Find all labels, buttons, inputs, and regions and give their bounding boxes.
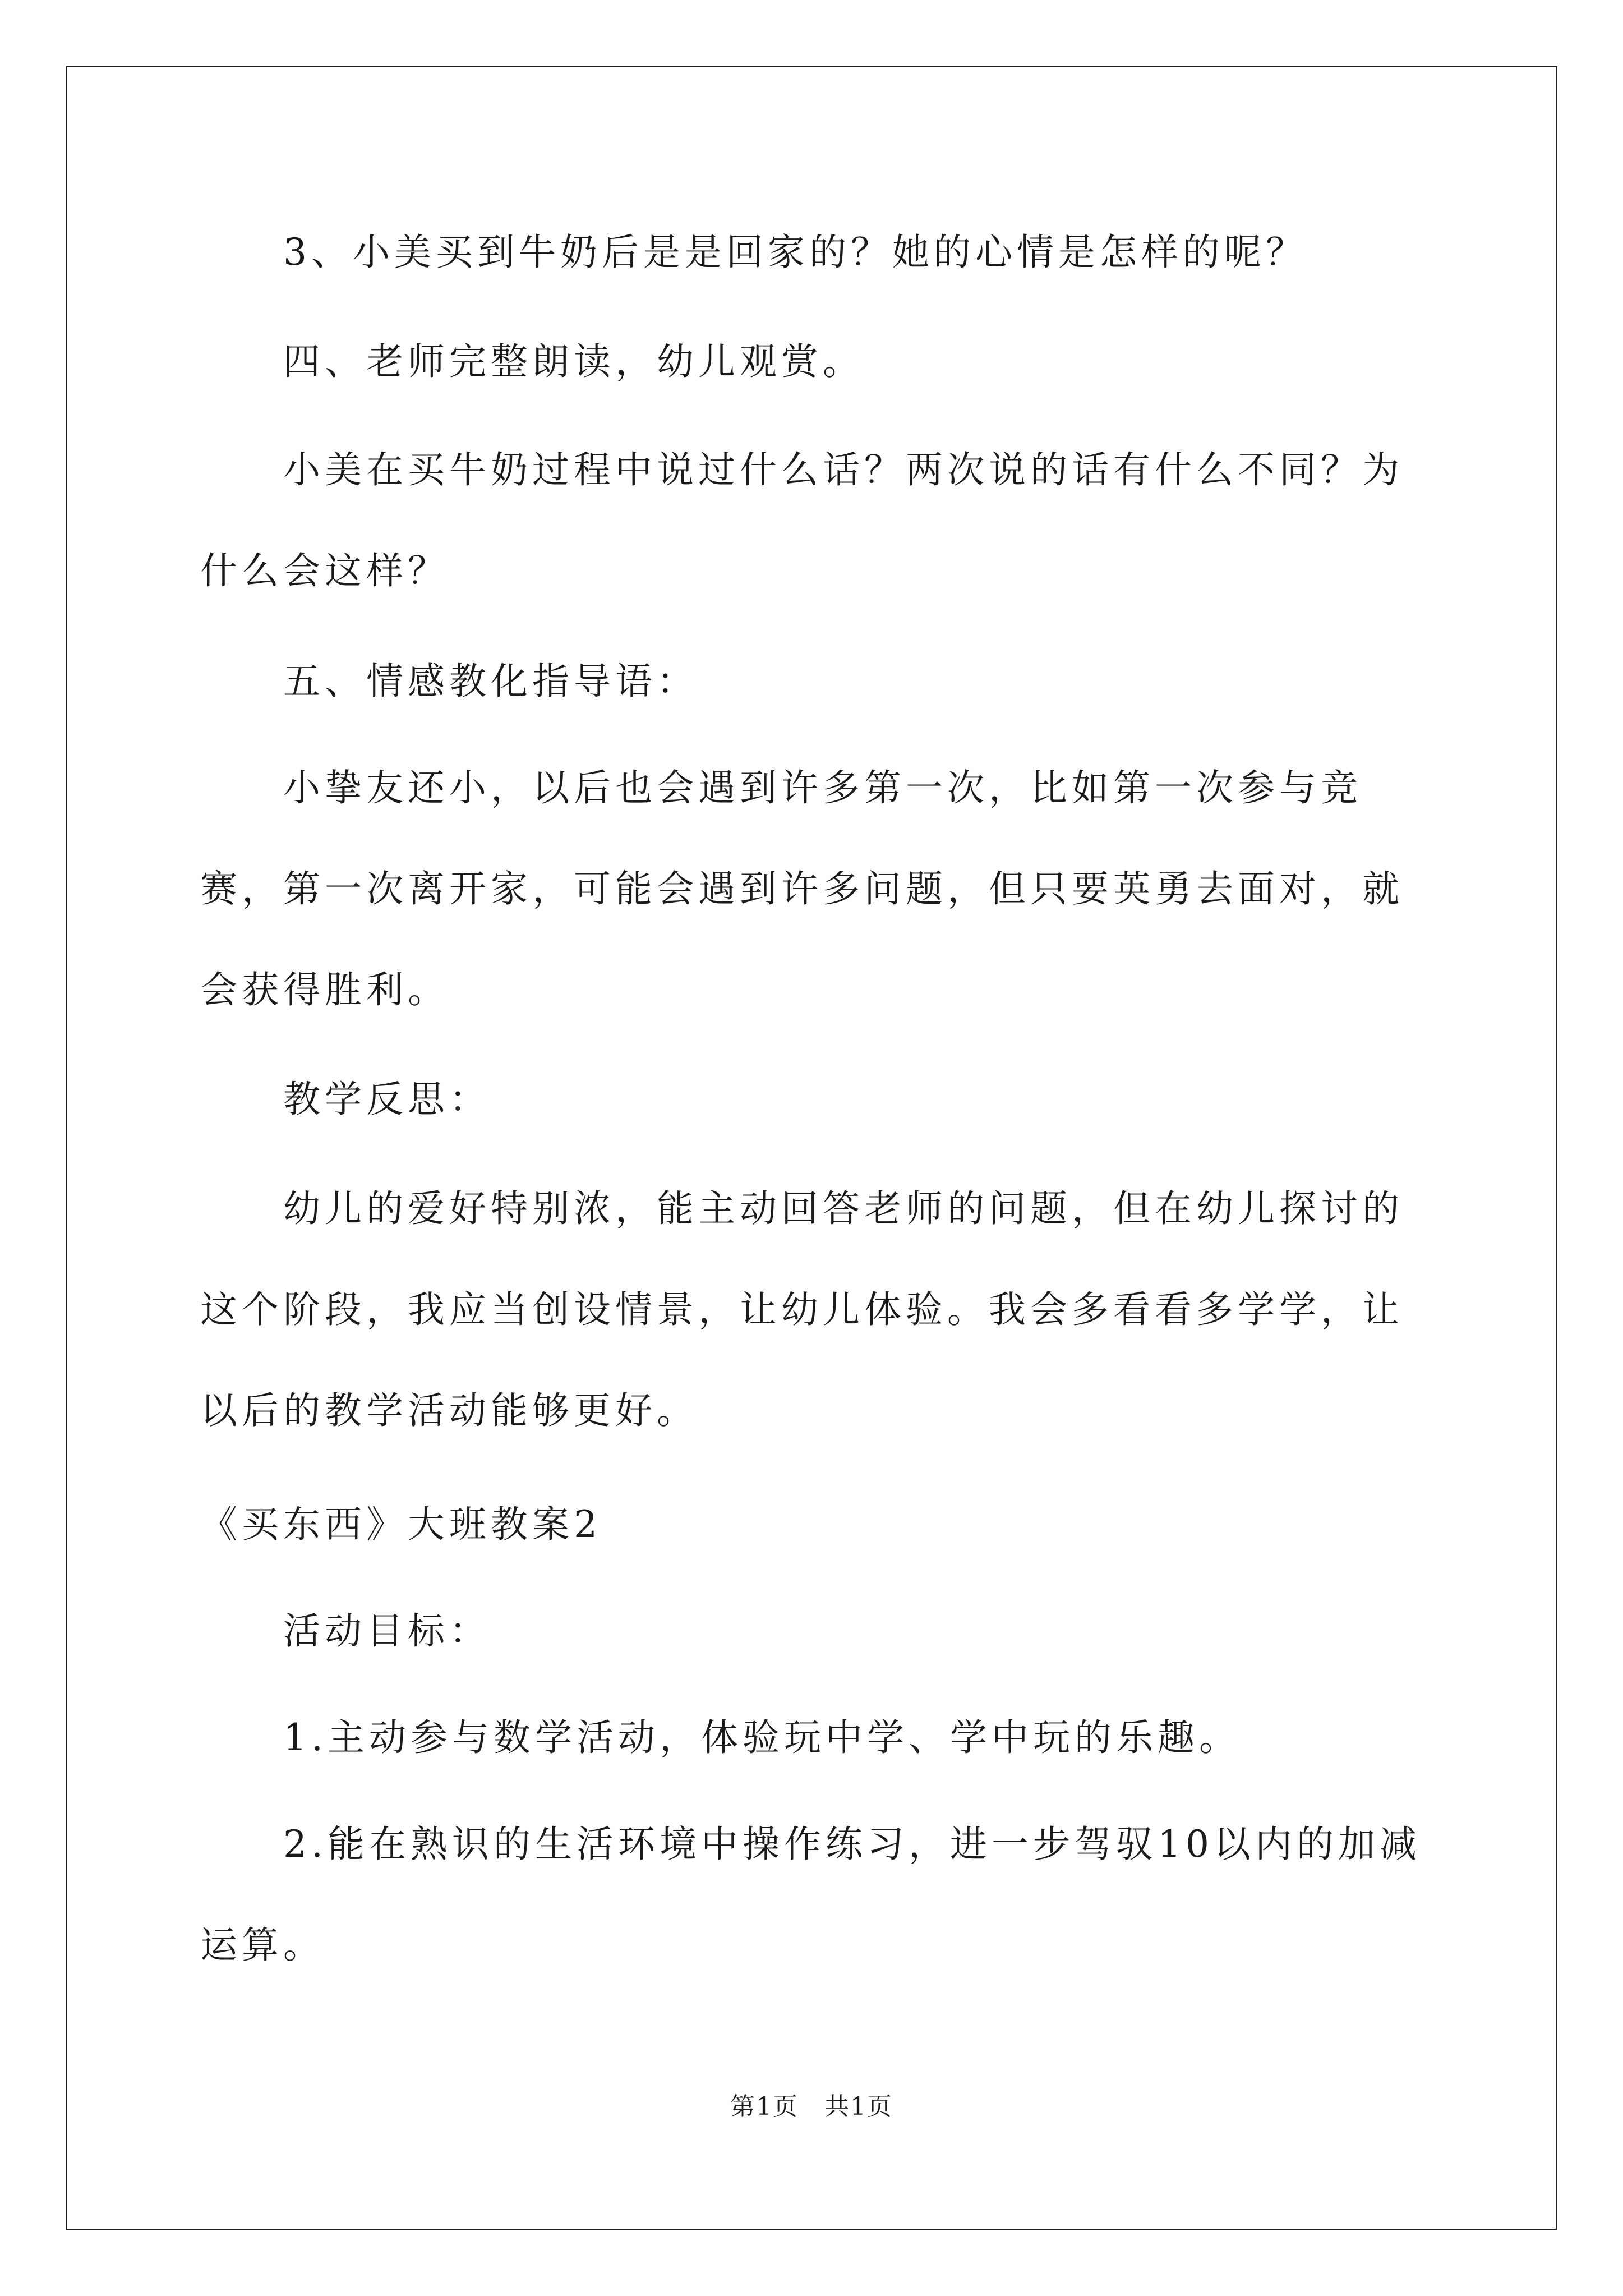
paragraph: 幼儿的爱好特别浓，能主动回答老师的问题，但在幼儿探讨的这个阶段，我应当创设情景，让幼儿体验。我会多看看多学学，让以后的教学活动能够更好。 [200, 1187, 1404, 1432]
list-item: 2.能在熟识的生活环境中操作练习，进一步驾驭10以内的加减运算。 [200, 1823, 1421, 1967]
list-item: 1.主动参与数学活动，体验玩中学、学中玩的乐趣。 [283, 1716, 1241, 1759]
page-footer: 第1页 共1页 [730, 2092, 893, 2121]
paragraph: 3、小美买到牛奶后是是回家的？她的心情是怎样的呢？ [283, 231, 1307, 274]
section-heading: 活动目标： [283, 1609, 491, 1653]
section-heading: 教学反思： [283, 1078, 491, 1121]
section-heading: 四、老师完整朗读，幼儿观赏。 [283, 340, 864, 383]
paragraph: 小美在买牛奶过程中说过什么话？两次说的话有什么不同？为什么会这样？ [200, 448, 1404, 592]
section-heading: 五、情感教化指导语： [283, 660, 698, 703]
document-title: 《买东西》大班教案2 [200, 1503, 602, 1546]
paragraph: 小挚友还小，以后也会遇到许多第一次，比如第一次参与竞赛，第一次离开家，可能会遇到许多问题，但只要英勇去面对，就会获得胜利。 [200, 766, 1404, 1011]
